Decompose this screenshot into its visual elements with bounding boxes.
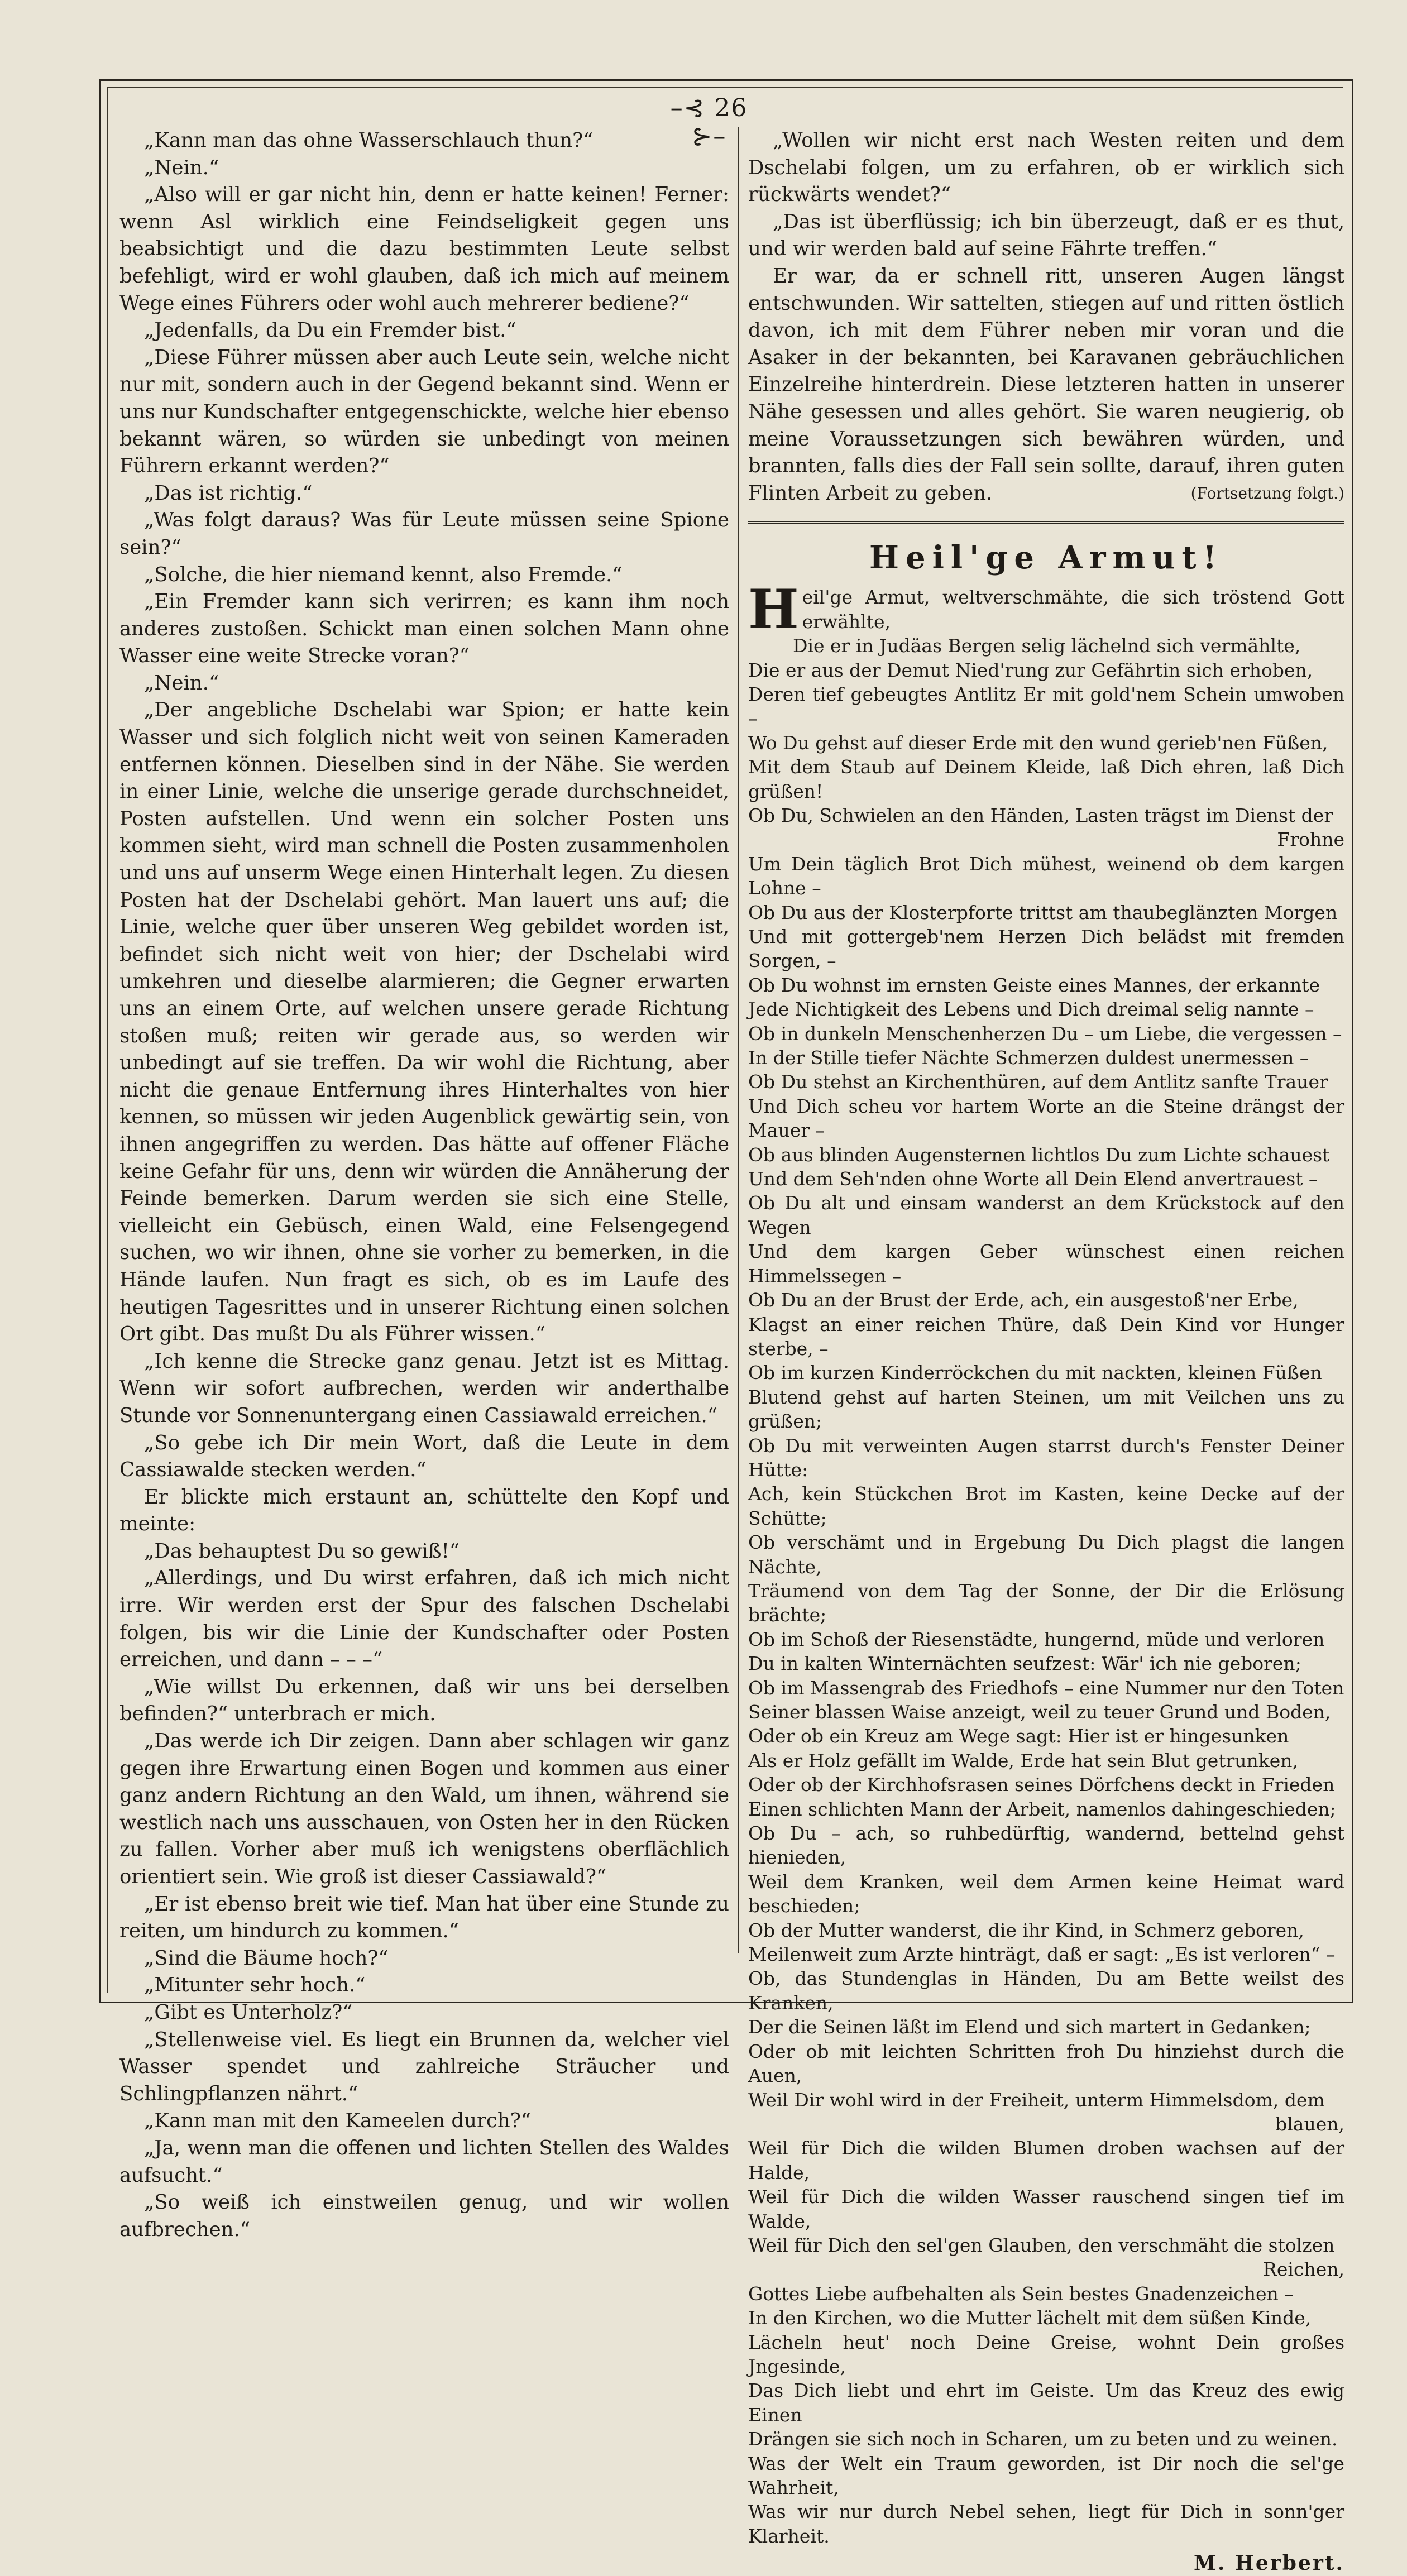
paragraph: „Das ist überflüssig; ich bin überzeugt, daß er es thut, und wir werden bald auf seine Fährte treffen.“ bbox=[748, 210, 1344, 261]
poem-line: Und dem kargen Geber wünschest einen reichen Himmelssegen – bbox=[748, 1241, 1344, 1287]
paragraph: „Stellenweise viel. Es liegt ein Brunnen da, welcher viel Wasser spendet und zahlreiche Sträucher und Schlingpflanzen nährt.“ bbox=[119, 2028, 729, 2105]
poem-line: Du in kalten Winternächten seufzest: Wär' ich nie geboren; bbox=[748, 1653, 1301, 1675]
poem-line: Einen schlichten Mann der Arbeit, namenlos dahingeschieden; bbox=[748, 1798, 1336, 1820]
poem-line: Oder ob ein Kreuz am Wege sagt: Hier ist er hingesunken bbox=[748, 1725, 1289, 1747]
poem-line: Ob Du mit verweinten Augen starrst durch's Fenster Deiner Hütte: bbox=[748, 1434, 1344, 1481]
paragraph: „Das ist richtig.“ bbox=[144, 481, 313, 505]
left-column bbox=[119, 127, 729, 2243]
poem-line: Weil für Dich den sel'gen Glauben, den verschmäht die stolzen bbox=[748, 2234, 1335, 2256]
poem-line: Ob verschämt und in Ergebung Du Dich plagst die langen Nächte, bbox=[748, 1531, 1344, 1578]
poem-author: M. Herbert. bbox=[1193, 2551, 1344, 2575]
poem-line: Lächeln heut' noch Deine Greise, wohnt Dein großes Jngesinde, bbox=[748, 2331, 1344, 2377]
poem-drop-cap: H bbox=[748, 578, 799, 641]
paragraph: „Nein.“ bbox=[144, 671, 219, 695]
poem-line: Oder ob der Kirchhofsrasen seines Dörfchens deckt in Frieden bbox=[748, 1774, 1335, 1796]
paragraph: „Jedenfalls, da Du ein Fremder bist.“ bbox=[144, 319, 516, 342]
column-divider bbox=[738, 127, 739, 1953]
poem-line: Reichen, bbox=[1263, 2258, 1344, 2281]
poem-line: Ob im Schoß der Riesenstädte, hungernd, müde und verloren bbox=[748, 1628, 1325, 1650]
poem-line: Was wir nur durch Nebel sehen, liegt für Dich in sonn'ger Klarheit. bbox=[748, 2501, 1344, 2547]
story-continuation bbox=[748, 127, 1344, 507]
poem-line: In der Stille tiefer Nächte Schmerzen duldest unermessen – bbox=[748, 1047, 1309, 1069]
paragraph: „Kann man mit den Kameelen durch?“ bbox=[144, 2109, 531, 2133]
paragraph: „Er ist ebenso breit wie tief. Man hat über eine Stunde zu reiten, um hindurch zu kommen.“ bbox=[119, 1892, 729, 1943]
paragraph: „Kann man das ohne Wasserschlauch thun?“ bbox=[144, 129, 594, 152]
poem-line: Und Dich scheu vor hartem Worte an die Steine drängst der Mauer – bbox=[748, 1095, 1344, 1142]
poem-line: Ob Du an der Brust der Erde, ach, ein ausgestoß'ner Erbe, bbox=[748, 1289, 1299, 1311]
poem-line: Oder ob mit leichten Schritten froh Du hinziehst durch die Auen, bbox=[748, 2040, 1344, 2087]
poem-line: In den Kirchen, wo die Mutter lächelt mit dem süßen Kinde, bbox=[748, 2307, 1312, 2329]
poem-line: Ob, das Stundenglas in Händen, Du am Bette weilst des Kranken, bbox=[748, 1967, 1344, 2014]
paragraph: „Ein Fremder kann sich verirren; es kann ihm noch anderes zustoßen. Schickt man einen solchen Mann ohne Wasser eine weite Strecke voran?“ bbox=[119, 590, 729, 668]
poem-line: Ob Du wohnst im ernsten Geiste eines Mannes, der erkannte bbox=[748, 974, 1320, 996]
poem-line: Weil für Dich die wilden Wasser rauschend singen tief im Walde, bbox=[748, 2186, 1344, 2232]
poem-line: Weil für Dich die wilden Blumen droben wachsen auf der Halde, bbox=[748, 2137, 1344, 2184]
paragraph: „Ich kenne die Strecke ganz genau. Jetzt ist es Mittag. Wenn wir sofort aufbrechen, werden wir anderthalbe Stunde vor Sonnenuntergang einen Cassiawald erreichen.“ bbox=[119, 1349, 729, 1427]
paragraph: „Allerdings, und Du wirst erfahren, daß ich mich nicht irre. Wir werden erst der Spur des falschen Dschelabi folgen, bis wir die Linie der Kundschafter oder Posten erreichen, und dann – – –“ bbox=[119, 1567, 729, 1672]
poem-line: Ob Du, Schwielen an den Händen, Lasten trägst im Dienst der bbox=[748, 804, 1333, 826]
poem-line: Ob Du – ach, so ruhbedürftig, wandernd, bettelnd gehst hienieden, bbox=[748, 1822, 1344, 1869]
poem-line: Der die Seinen läßt im Elend und sich martert in Gedanken; bbox=[748, 2016, 1311, 2038]
poem-line: Das Dich liebt und ehrt im Geiste. Um das Kreuz des ewig Einen bbox=[748, 2379, 1344, 2426]
poem-line: Als er Holz gefällt im Walde, Erde hat sein Blut getrunken, bbox=[748, 1749, 1299, 1771]
poem-line: Ob im Massengrab des Friedhofs – eine Nummer nur den Toten bbox=[748, 1677, 1344, 1699]
poem-line: Ob Du stehst an Kirchenthüren, auf dem Antlitz sanfte Trauer bbox=[748, 1071, 1328, 1093]
paragraph: „Solche, die hier niemand kennt, also Fremde.“ bbox=[144, 563, 623, 586]
poem-title: Heil'ge Armut! bbox=[869, 539, 1223, 577]
poem-line: blauen, bbox=[1275, 2113, 1344, 2135]
poem-line: Ob im kurzen Kinderröckchen du mit nackten, kleinen Füßen bbox=[748, 1362, 1322, 1384]
paragraph: „Also will er gar nicht hin, denn er hatte keinen! Ferner: wenn Asl wirklich eine Feindseligkeit gegen uns beabsichtigt und die dazu bestimmten Leute selbst befehligt, wird er wohl glauben, daß ich mich auf meinem Wege eines Führers oder wohl auch mehrerer bediene?“ bbox=[119, 183, 729, 315]
poem-line: Mit dem Staub auf Deinem Kleide, laß Dich ehren, laß Dich grüßen! bbox=[748, 756, 1344, 802]
right-column bbox=[748, 127, 1344, 2576]
poem-line: Und mit gottergeb'nem Herzen Dich belädst mit fremden Sorgen, – bbox=[748, 926, 1344, 972]
paragraph: „Wie willst Du erkennen, daß wir uns bei derselben befinden?“ unterbrach er mich. bbox=[119, 1675, 729, 1726]
poem-line: Weil Dir wohl wird in der Freiheit, unterm Himmelsdom, dem bbox=[748, 2089, 1325, 2111]
paragraph: „Diese Führer müssen aber auch Leute sein, welche nicht nur mit, sondern auch in der Gegend bekannt sind. Wenn er uns nur Kundschafter entgegenschickte, welche hier ebenso bekannt wären, so würden sie unbedingt von meinen Führern erkannt werden?“ bbox=[119, 346, 729, 478]
poem-line: Drängen sie sich noch in Scharen, um zu beten und zu weinen. bbox=[748, 2428, 1338, 2450]
poem-line: Um Dein täglich Brot Dich mühest, weinend ob dem kargen Lohne – bbox=[748, 853, 1344, 899]
poem-line: Träumend von dem Tag der Sonne, der Dir die Erlösung brächte; bbox=[748, 1579, 1344, 1626]
paragraph: „So weiß ich einstweilen genug, und wir wollen aufbrechen.“ bbox=[119, 2191, 729, 2241]
poem-lines bbox=[748, 634, 1344, 2548]
poem-line: Ob Du alt und einsam wanderst an dem Krückstock auf den Wegen bbox=[748, 1192, 1344, 1238]
paragraph: „Nein.“ bbox=[144, 156, 219, 179]
poem-line: Ob der Mutter wanderst, die ihr Kind, in Schmerz geboren, bbox=[748, 1919, 1304, 1941]
paragraph: „Was folgt daraus? Was für Leute müssen seine Spione sein?“ bbox=[119, 509, 729, 559]
poem-line: Ob Du aus der Klosterpforte trittst am thaubeglänzten Morgen bbox=[748, 901, 1338, 923]
poem-line: Die er aus der Demut Nied'rung zur Gefährtin sich erhoben, bbox=[748, 659, 1313, 681]
poem-line: Deren tief gebeugtes Antlitz Er mit gold'nem Schein umwoben – bbox=[748, 683, 1344, 730]
poem-line: Was der Welt ein Traum geworden, ist Dir noch die sel'ge Wahrheit, bbox=[748, 2452, 1344, 2498]
poem-line: Frohne bbox=[1277, 829, 1344, 851]
poem-line: Ob in dunkeln Menschenherzen Du – um Liebe, die vergessen – bbox=[748, 1022, 1342, 1045]
paragraph: „Der angebliche Dschelabi war Spion; er hatte kein Wasser und sich folglich nicht weit von seinen Kameraden entfernen können. Dieselben sind in der Nähe. Sie werden in einer Linie, welche die unserige gerade durchschneidet, Posten aufstellen. Und wenn ein solcher Posten uns kommen sieht, wird man schnell die Posten zusammenholen und uns auf unserm Wege einen Hinterhalt legen. Zu diesen Posten hat der Dschelabi gehört. Man lauert uns auf; die Linie, welche quer über unseren Weg gebildet worden ist, befindet sich nicht weit von hier; der Dschelabi wird umkehren und dieselbe alarmieren; die Gegner erwarten uns an einem Orte, auf welchen unsere gerade Richtung stoßen muß; reiten wir gerade aus, so werden wir unbedingt auf sie treffen. Da wir wohl die Richtung, aber nicht die genaue Entfernung ihres Hinterhaltes von hier kennen, so müssen wir jeden Augenblick gewärtig sein, von ihnen angegriffen zu werden. Das hätte auf offener Fläche keine Gefahr für uns, denn wir würden die Annäherung der Feinde bemerken. Darum werden sie sich eine Stelle, vielleicht ein Gebüsch, einen Wald, eine Felsengegend suchen, wo wir ihnen, ohne sie vorher zu bemerken, in die Hände laufen. Nun fragt es sich, ob es im Laufe des heutigen Tagesrittes und in unserer Richtung einen solchen Ort gibt. Das mußt Du als Führer wissen.“ bbox=[119, 698, 729, 1346]
continuation-note: (Fortsetzung folgt.) bbox=[1190, 483, 1344, 502]
paragraph: „Das behauptest Du so gewiß!“ bbox=[144, 1539, 460, 1563]
poem-first-line bbox=[748, 578, 1344, 641]
poem-first-line-text: eil'ge Armut, weltverschmähte, die sich tröstend Gott erwählte, bbox=[802, 586, 1344, 633]
poem bbox=[748, 578, 1344, 2575]
poem-line: Ach, kein Stückchen Brot im Kasten, keine Decke auf der Schütte; bbox=[748, 1483, 1344, 1529]
paragraph: Er blickte mich erstaunt an, schüttelte den Kopf und meinte: bbox=[119, 1485, 729, 1536]
poem-line: Meilenweit zum Arzte hinträgt, daß er sagt: „Es ist verloren“ – bbox=[748, 1943, 1336, 1966]
page-number: –⊰ 26 ⊱– bbox=[670, 94, 748, 151]
poem-line: Jede Nichtigkeit des Lebens und Dich dreimal selig nannte – bbox=[748, 998, 1314, 1021]
poem-line: Klagst an einer reichen Thüre, daß Dein Kind vor Hunger sterbe, – bbox=[748, 1313, 1344, 1359]
section-rule bbox=[748, 521, 1344, 524]
poem-line: Weil dem Kranken, weil dem Armen keine Heimat ward beschieden; bbox=[748, 1870, 1344, 1917]
poem-line: Die er in Judäas Bergen selig lächelnd sich vermählte, bbox=[793, 635, 1301, 657]
poem-line: Gottes Liebe aufbehalten als Sein bestes Gnadenzeichen – bbox=[748, 2282, 1294, 2305]
poem-line: Und dem Seh'nden ohne Worte all Dein Elend anvertrauest – bbox=[748, 1168, 1318, 1190]
paragraph: „So gebe ich Dir mein Wort, daß die Leute in dem Cassiawalde stecken werden.“ bbox=[119, 1431, 729, 1482]
poem-line: Wo Du gehst auf dieser Erde mit den wund gerieb'nen Füßen, bbox=[748, 731, 1328, 754]
paragraph: „Das werde ich Dir zeigen. Dann aber schlagen wir ganz gegen ihre Erwartung einen Bogen und kommen aus einer ganz andern Richtung an den Wald, um ihnen, während sie westlich nach uns ausschauen, von Osten her in den Rücken zu fallen. Vorher aber muß ich wenigstens oberflächlich orientiert sein. Wie groß ist dieser Cassiawald?“ bbox=[119, 1730, 729, 1888]
paragraph: „Gibt es Unterholz?“ bbox=[144, 2000, 353, 2024]
poem-line: Ob aus blinden Augensternen lichtlos Du zum Lichte schauest bbox=[748, 1143, 1330, 1166]
paragraph: „Mitunter sehr hoch.“ bbox=[144, 1974, 366, 1997]
paragraph: „Sind die Bäume hoch?“ bbox=[144, 1946, 389, 1970]
paragraph: „Ja, wenn man die offenen und lichten Stellen des Waldes aufsucht.“ bbox=[119, 2136, 729, 2187]
poem-line: Seiner blassen Waise anzeigt, weil zu teuer Grund und Boden, bbox=[748, 1701, 1331, 1723]
poem-line: Blutend gehst auf harten Steinen, um mit Veilchen uns zu grüßen; bbox=[748, 1386, 1344, 1433]
paragraph: Er war, da er schnell ritt, unseren Augen längst entschwunden. Wir sattelten, stiegen auf und ritten östlich davon, ich mit dem Führer neben mir voran und die Asaker in der bekannten, bei Karavanen gebräuchlichen Einzelreihe hinterdrein. Diese letzteren hatten in unserer Nähe gesessen und alles gehört. Sie waren neugierig, ob meine Voraussetzungen sich bewähren würden, und brannten, falls dies der Fall sein sollte, darauf, ihren guten Flinten Arbeit zu geben. (Fortsetzung folgt.) bbox=[748, 263, 1344, 507]
paragraph: „Wollen wir nicht erst nach Westen reiten und dem Dschelabi folgen, um zu erfahren, ob er wirklich sich rückwärts wendet?“ bbox=[748, 129, 1344, 207]
